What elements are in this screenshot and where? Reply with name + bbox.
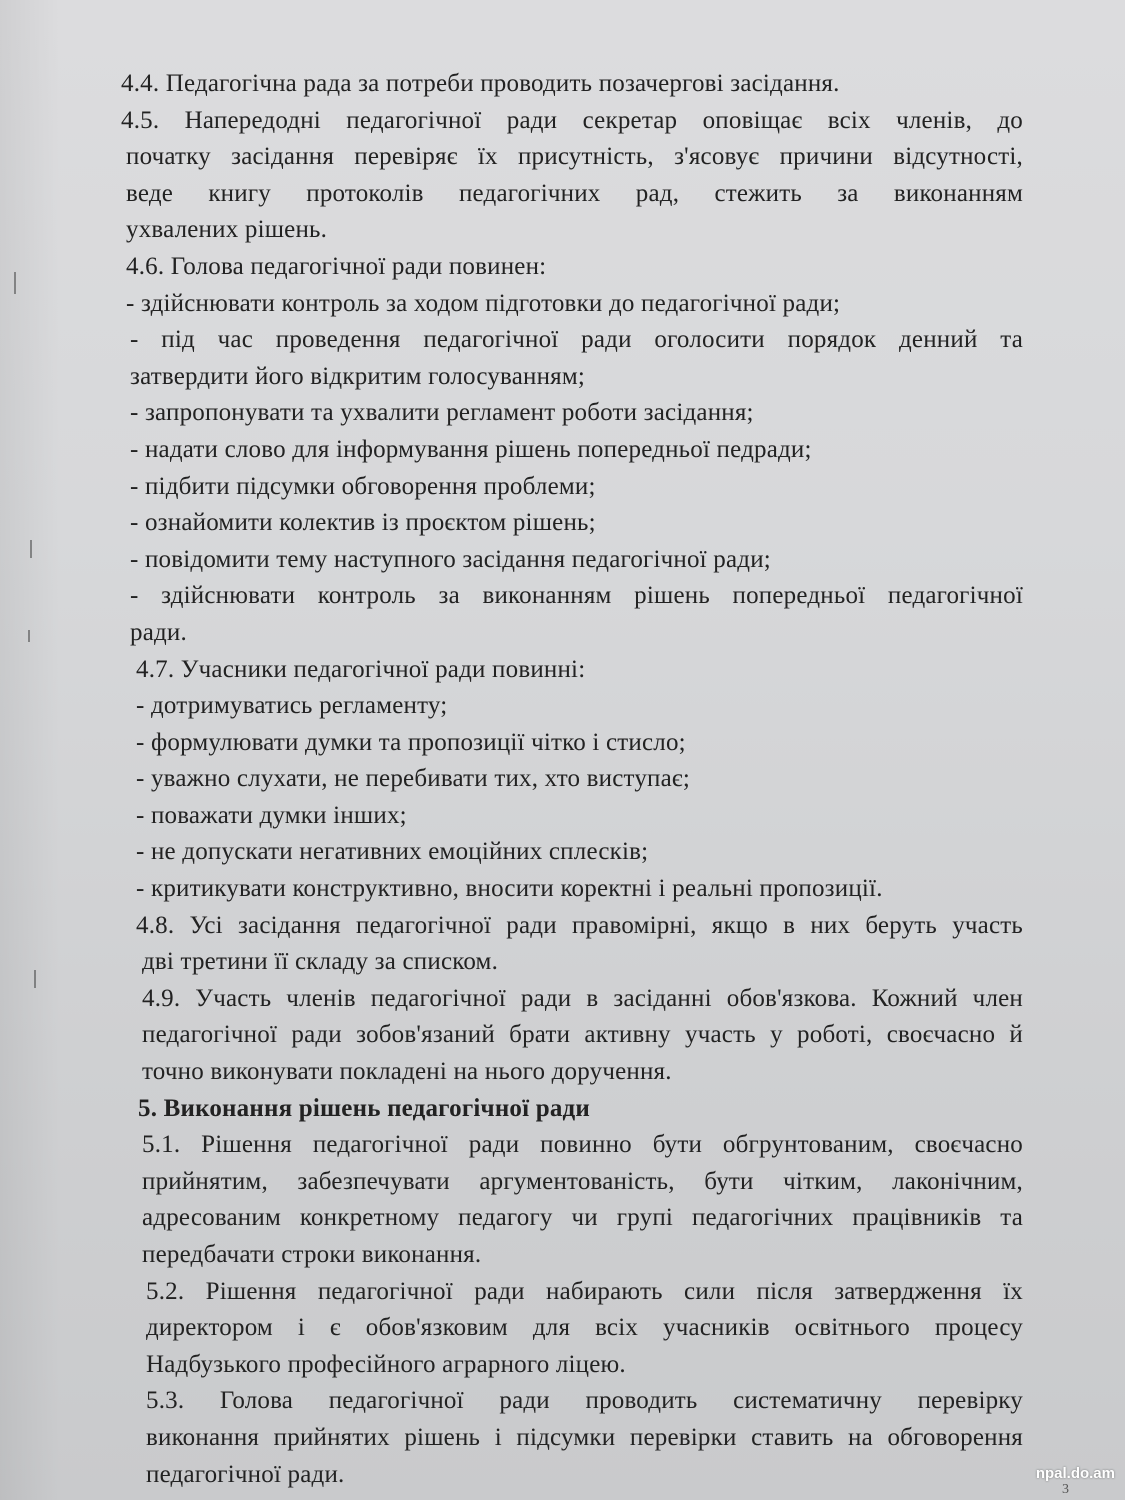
- text-line: виконання прийнятих рішень і підсумки перевірки ставить на обговорення: [146, 1423, 1023, 1451]
- text-line: - надати слово для інформування рішень попередньої педради;: [130, 435, 812, 463]
- text-line: - критикувати конструктивно, вносити коректні і реальні пропозиції.: [136, 875, 883, 903]
- text-line: 4.9. Участь членів педагогічної ради в засіданні обов'язкова. Кожний член: [142, 984, 1023, 1012]
- text-line: ради.: [130, 618, 187, 646]
- text-line: - здійснювати контроль за виконанням рішень попередньої педагогічної: [130, 582, 1023, 610]
- margin-mark: [30, 540, 32, 558]
- text-line: - поважати думки інших;: [136, 801, 407, 829]
- text-line: - повідомити тему наступного засідання педагогічної ради;: [130, 545, 771, 573]
- text-line: точно виконувати покладені на нього доручення.: [142, 1058, 672, 1086]
- text-line: - під час проведення педагогічної ради оголосити порядок денний та: [130, 326, 1023, 354]
- text-line: - дотримуватись регламенту;: [136, 692, 448, 720]
- page-number: 3: [1062, 1482, 1069, 1497]
- text-line: дві третини її складу за списком.: [142, 948, 499, 976]
- text-line: 4.8. Усі засідання педагогічної ради правомірні, якщо в них беруть участь: [136, 911, 1023, 939]
- text-line: педагогічної ради зобов'язаний брати активну участь у роботі, своєчасно й: [142, 1021, 1023, 1049]
- text-line: - ознайомити колектив із проєктом рішень;: [130, 509, 596, 537]
- text-line: 4.6. Голова педагогічної ради повинен:: [126, 252, 547, 280]
- text-line: 4.5. Напередодні педагогічної ради секретар оповіщає всіх членів, до: [121, 106, 1023, 134]
- text-line: 5.3. Голова педагогічної ради проводить систематичну перевірку: [146, 1387, 1023, 1415]
- text-line: - уважно слухати, не перебивати тих, хто виступає;: [136, 765, 690, 793]
- margin-mark: [28, 630, 30, 642]
- watermark: [1036, 1465, 1115, 1482]
- text-line: 5.1. Рішення педагогічної ради повинно бути обгрунтованим, своєчасно: [142, 1131, 1023, 1159]
- text-line: ухвалених рішень.: [126, 216, 328, 244]
- text-line: - не допускати негативних емоційних сплесків;: [136, 838, 649, 866]
- section-heading: 5. Виконання рішень педагогічної ради: [138, 1094, 590, 1122]
- text-line: прийнятим, забезпечувати аргументованість, бути чітким, лаконічним,: [142, 1167, 1023, 1195]
- margin-mark: [34, 970, 36, 988]
- text-line: веде книгу протоколів педагогічних рад, стежить за виконанням: [126, 179, 1023, 207]
- page-shadow: [0, 0, 60, 1500]
- text-line: передбачати строки виконання.: [142, 1241, 482, 1268]
- text-line: - здійснювати контроль за ходом підготовки до педагогічної ради;: [126, 289, 841, 317]
- text-line: - запропонувати та ухвалити регламент роботи засідання;: [130, 399, 754, 427]
- text-line: директором і є обов'язковим для всіх учасників освітнього процесу: [146, 1314, 1023, 1342]
- text-line: 5.2. Рішення педагогічної ради набирають сили після затвердження їх: [146, 1277, 1023, 1305]
- watermark-text: npal.do.am: [1035, 1465, 1115, 1482]
- text-line: адресованим конкретному педагогу чи групі педагогічних працівників та: [142, 1204, 1023, 1232]
- text-line: затвердити його відкритим голосуванням;: [130, 362, 586, 390]
- document-body: [118, 66, 1023, 1493]
- text-line: - підбити підсумки обговорення проблеми;: [130, 472, 596, 500]
- margin-mark: [14, 272, 16, 294]
- text-line: Надбузького професійного аграрного ліцею.: [146, 1350, 626, 1378]
- text-line: педагогічної ради.: [146, 1460, 345, 1488]
- text-line: - формулювати думки та пропозиції чітко і стисло;: [136, 728, 686, 756]
- text-line: початку засідання перевіряє їх присутність, з'ясовує причини відсутності,: [126, 143, 1023, 171]
- text-line: 4.7. Учасники педагогічної ради повинні:: [136, 655, 586, 683]
- text-line: 4.4. Педагогічна рада за потреби проводить позачергові засідання.: [121, 70, 840, 97]
